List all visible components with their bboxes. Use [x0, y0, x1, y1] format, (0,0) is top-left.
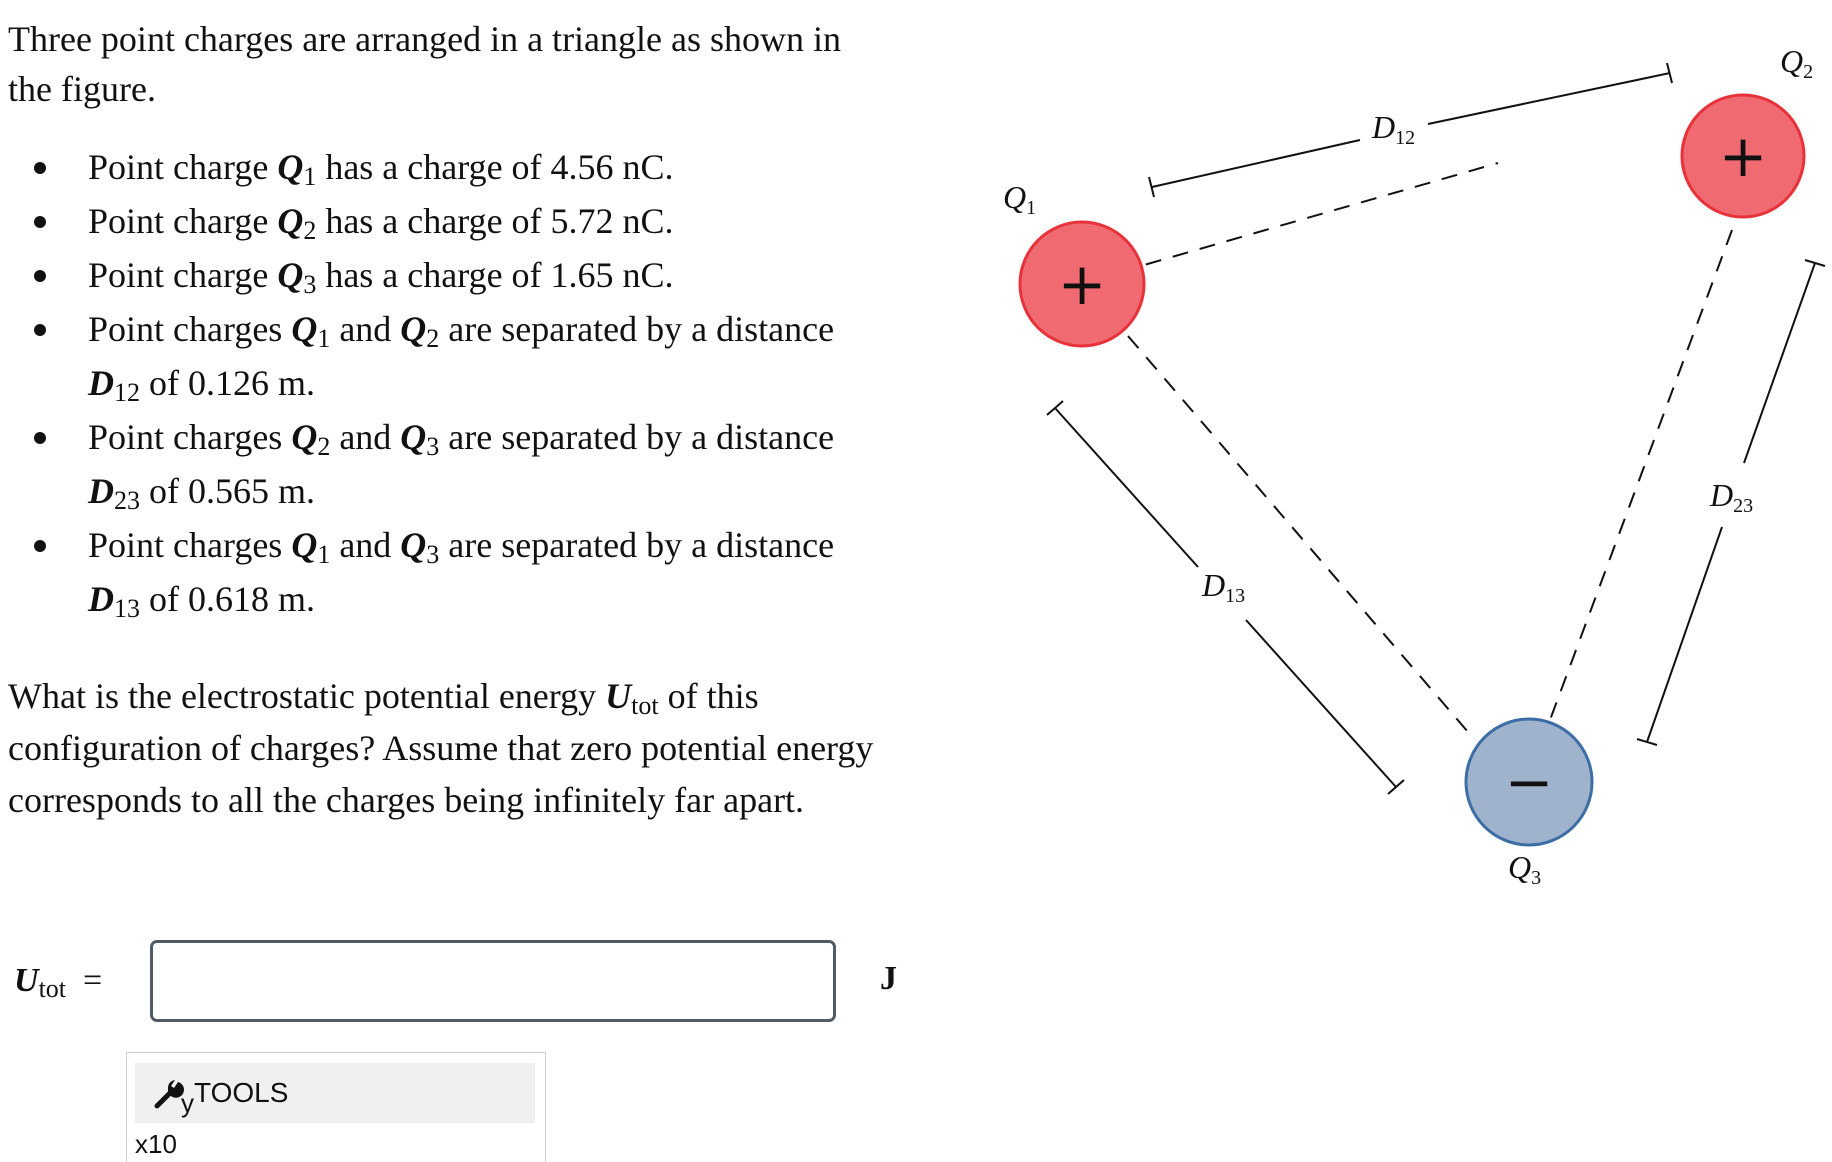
answer-input[interactable] — [150, 940, 836, 1022]
d12-dimension-right — [1428, 73, 1670, 124]
bullet-q1-charge: Point charge $Q_1$ has a charge of 4.56 nC. — [88, 140, 878, 194]
charge-q3 — [1466, 719, 1592, 845]
bullet-d23-distance: Point charges $Q_2$ and $Q_3$ are separated by a distance $D_{23}$ of 0.565 m. — [88, 410, 878, 518]
given-values-list — [8, 140, 878, 626]
bullet-q3-charge: Point charge $Q_3$ has a charge of 1.65 nC. — [88, 248, 878, 302]
bullet-d12-distance: Point charges $Q_1$ and $Q_2$ are separated by a distance $D_{12}$ of 0.126 m. — [88, 302, 878, 410]
d23-dimension-bottom — [1647, 527, 1722, 742]
problem-intro: Three point charges are arranged in a triangle as shown in the figure. — [8, 19, 842, 109]
dashed-side-q1-q3 — [1128, 336, 1468, 732]
bullet-d13-distance: Point charges $Q_1$ and $Q_3$ are separated by a distance $D_{13}$ of 0.618 m. — [88, 518, 878, 626]
label-d13: D13 — [1202, 567, 1246, 607]
label-q3: Q3 — [1508, 849, 1542, 889]
tools-button[interactable]: y TOOLS — [135, 1063, 535, 1123]
label-q2: Q2 — [1780, 43, 1814, 83]
problem-text — [8, 14, 888, 826]
label-q1: Q1 — [1003, 179, 1037, 219]
d13-dimension-top — [1055, 408, 1198, 567]
d12-dimension-left — [1152, 140, 1360, 187]
bullet-dot — [34, 162, 46, 174]
answer-unit: J — [880, 960, 897, 997]
bullet-dot — [34, 540, 46, 552]
x10-button[interactable]: x10 — [135, 1129, 177, 1159]
charge-q1-sign: + — [1057, 250, 1107, 318]
charge-q2 — [1682, 95, 1804, 217]
bullet-dot — [34, 324, 46, 336]
bullet-dot — [34, 216, 46, 228]
answer-label: $U_{tot}$ = — [14, 962, 103, 1003]
d13-dimension-bottom — [1246, 620, 1396, 787]
charge-q3-sign: − — [1504, 748, 1554, 816]
tools-panel — [126, 1052, 546, 1162]
charge-q2-sign: + — [1718, 122, 1768, 190]
charge-triangle-figure — [980, 30, 1830, 910]
tools-label: TOOLS — [194, 1077, 289, 1108]
charge-q1 — [1020, 222, 1144, 346]
dashed-side-q1-q2 — [1092, 163, 1498, 280]
label-d23: D23 — [1710, 477, 1754, 517]
bullet-dot — [34, 432, 46, 444]
question-text: What is the electrostatic potential energy $U_{tot}$ of this configuration of charges? Assume that zero potential energy corresponds to all the charges being infinitely far apart. — [8, 676, 874, 820]
bullet-dot — [34, 270, 46, 282]
answer-row — [10, 940, 910, 1030]
bullet-q2-charge: Point charge $Q_2$ has a charge of 5.72 nC. — [88, 194, 878, 248]
figure-svg — [980, 30, 1830, 910]
d23-dimension-top — [1744, 263, 1815, 463]
dashed-side-q2-q3 — [1550, 230, 1732, 720]
label-d12: D12 — [1372, 109, 1416, 149]
